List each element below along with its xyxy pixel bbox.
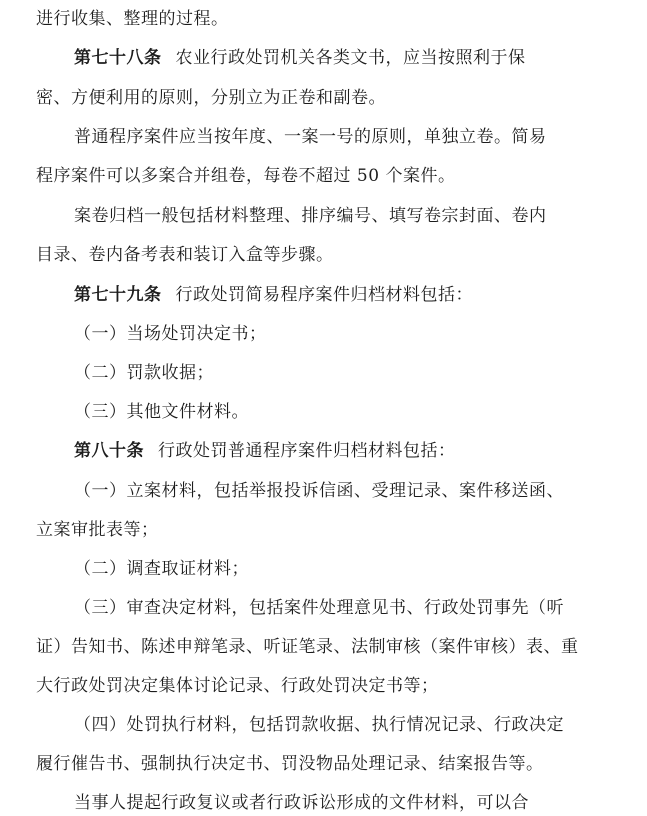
article-78-heading-line: 第七十八条 农业行政处罚机关各类文书，应当按照利于保 bbox=[74, 48, 526, 68]
article-80-heading-line: 第八十条 行政处罚普通程序案件归档材料包括： bbox=[74, 441, 456, 461]
text-line: 密、方便利用的原则，分别立为正卷和副卷。 bbox=[36, 88, 386, 108]
list-item: （三）其他文件材料。 bbox=[74, 402, 249, 422]
text-line: 立案审批表等； bbox=[36, 520, 159, 540]
list-item: （二）调查取证材料； bbox=[74, 559, 249, 579]
article-79-heading-line: 第七十九条 行政处罚简易程序案件归档材料包括： bbox=[74, 285, 473, 305]
text-line: 普通程序案件应当按年度、一案一号的原则，单独立卷。简易 bbox=[74, 127, 547, 147]
list-item: （一）立案材料，包括举报投诉信函、受理记录、案件移送函、 bbox=[74, 481, 564, 501]
text-line: 当事人提起行政复议或者行政诉讼形成的文件材料，可以合 bbox=[74, 793, 529, 813]
article-heading: 第七十九条 bbox=[74, 285, 162, 305]
text-line: 履行催告书、强制执行决定书、罚没物品处理记录、结案报告等。 bbox=[36, 754, 544, 774]
text-line: 目录、卷内备考表和装订入盒等步骤。 bbox=[36, 245, 334, 265]
text-line: 进行收集、整理的过程。 bbox=[36, 9, 229, 29]
list-item: （三）审查决定材料，包括案件处理意见书、行政处罚事先（听 bbox=[74, 598, 564, 618]
list-item: （四）处罚执行材料，包括罚款收据、执行情况记录、行政决定 bbox=[74, 715, 564, 735]
text-line: 案卷归档一般包括材料整理、排序编号、填写卷宗封面、卷内 bbox=[74, 206, 547, 226]
article-heading: 第八十条 bbox=[74, 441, 144, 461]
text-line: 程序案件可以多案合并组卷，每卷不超过 50 个案件。 bbox=[36, 166, 456, 186]
list-item: （二）罚款收据； bbox=[74, 363, 214, 383]
text-line: 证）告知书、陈述申辩笔录、听证笔录、法制审核（案件审核）表、重 bbox=[36, 637, 579, 657]
text-line: 大行政处罚决定集体讨论记录、行政处罚决定书等； bbox=[36, 676, 439, 696]
list-item: （一）当场处罚决定书； bbox=[74, 324, 267, 344]
article-heading: 第七十八条 bbox=[74, 48, 162, 68]
